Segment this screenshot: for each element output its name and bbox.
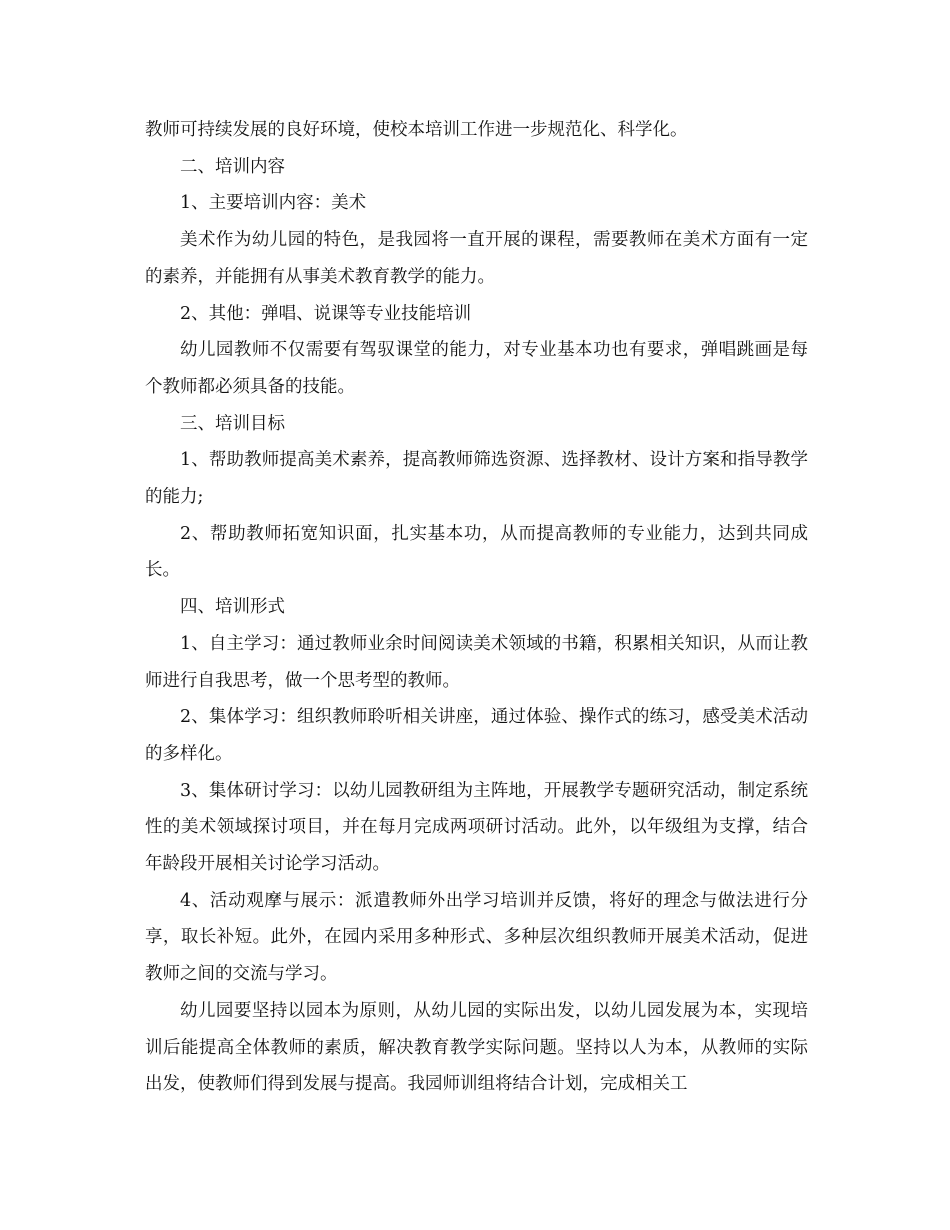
document-body [145,112,808,1103]
form-item-1: 1、自主学习：通过教师业余时间阅读美术领域的书籍，积累相关知识，从而让教师进行自我思考，做一个思考型的教师。 [145,633,808,691]
goal-item-2: 2、帮助教师拓宽知识面，扎实基本功，从而提高教师的专业能力，达到共同成长。 [145,523,808,581]
section-heading-content: 二、培训内容 [180,156,285,177]
section-heading-forms: 四、培训形式 [180,597,285,618]
item-main-content: 1、主要培训内容：美术 [180,193,367,214]
form-item-4: 4、活动观摩与展示：派遣教师外出学习培训并反馈，将好的理念与做法进行分享，取长补短。此外，在园内采用多种形式、多种层次组织教师开展美术活动，促进教师之间的交流与学习。 [145,890,808,985]
section-heading-goals: 三、培训目标 [180,413,285,434]
item-other-content: 2、其他：弹唱、说课等专业技能培训 [180,303,472,324]
form-item-2: 2、集体学习：组织教师聆听相关讲座，通过体验、操作式的练习，感受美术活动的多样化。 [145,707,808,764]
paragraph-skills-description: 幼儿园教师不仅需要有驾驭课堂的能力，对专业基本功也有要求，弹唱跳画是每个教师都必须具备的技能。 [145,340,808,397]
paragraph-continuation: 教师可持续发展的良好环境，使校本培训工作进一步规范化、科学化。 [145,120,688,140]
goal-item-1: 1、帮助教师提高美术素养，提高教师筛选资源、选择教材、设计方案和指导教学的能力; [145,450,808,508]
paragraph-summary: 幼儿园要坚持以园本为原则，从幼儿园的实际出发，以幼儿园发展为本，实现培训后能提高全体教师的素质，解决教育教学实际问题。坚持以人为本，从教师的实际出发，使教师们得到发展与提高。我园师训组将结合计划，完成相关工 [145,1000,808,1095]
paragraph-art-description: 美术作为幼儿园的特色，是我园将一直开展的课程，需要教师在美术方面有一定的素养，并能拥有从事美术教育教学的能力。 [145,230,808,287]
form-item-3: 3、集体研讨学习：以幼儿园教研组为主阵地，开展教学专题研究活动，制定系统性的美术领域探讨项目，并在每月完成两项研讨活动。此外，以年级组为支撑，结合年龄段开展相关讨论学习活动。 [145,780,808,875]
